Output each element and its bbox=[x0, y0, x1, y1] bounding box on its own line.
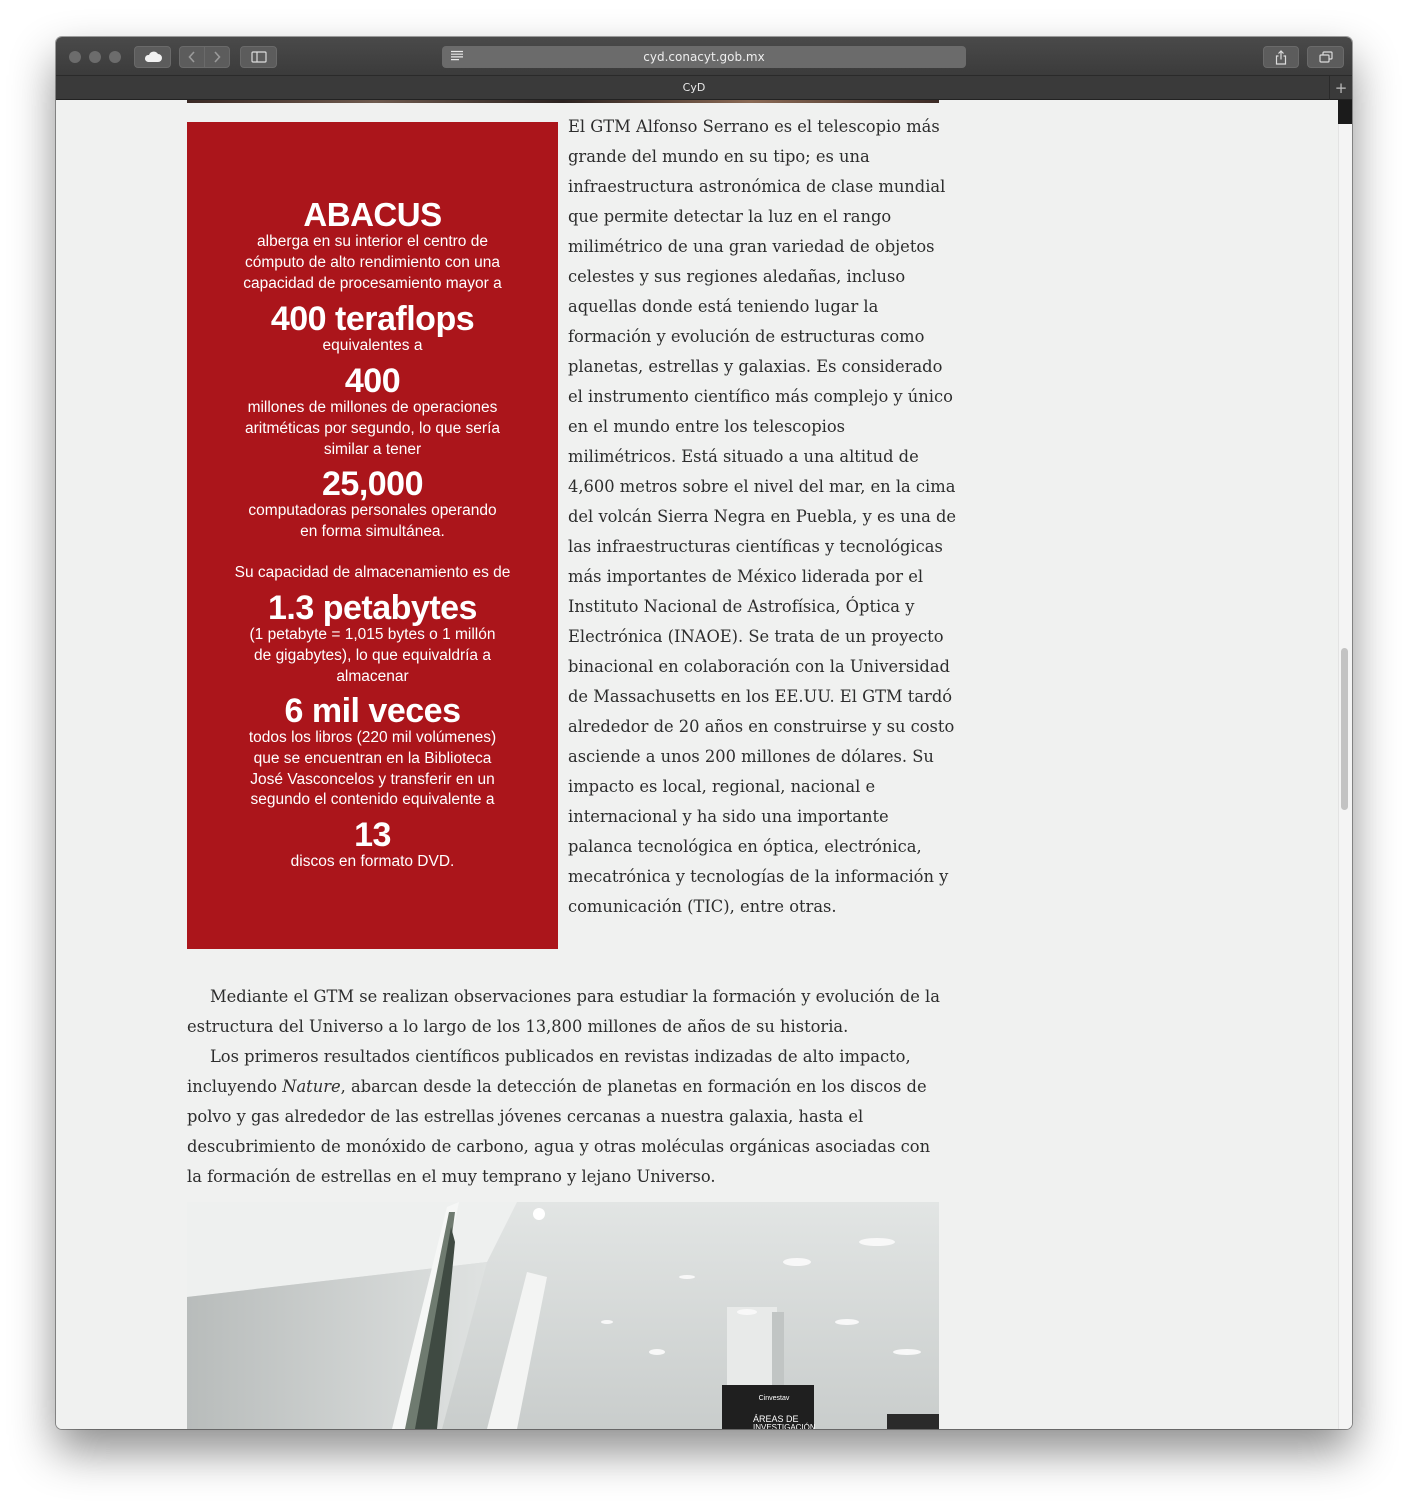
stat-petabytes: 1.3 petabytes bbox=[268, 589, 477, 627]
stat-25000: 25,000 bbox=[322, 465, 423, 503]
stat-400: 400 bbox=[344, 362, 401, 400]
paragraph-3-end: , abarcan desde la detección de planetas en formación en los discos de polvo y gas alrededor de las estrellas jóvenes cercanas a nuestra galaxia, hasta el descubrimiento de monóxido de carbono, agua y otras moléculas orgánicas asociadas con la formación de estrellas en el muy temprano y lejano Universo. bbox=[187, 1077, 931, 1186]
sign-text-1: ÁREAS DE bbox=[753, 1414, 799, 1424]
top-image-edge bbox=[187, 100, 939, 103]
infographic-text-5: Su capacidad de almacenamiento es de bbox=[234, 564, 511, 581]
abacus-infographic bbox=[187, 122, 558, 949]
icloud-tabs-button[interactable] bbox=[134, 46, 171, 68]
url-text: cyd.conacyt.gob.mx bbox=[643, 50, 765, 64]
minimize-window-button[interactable] bbox=[89, 51, 101, 63]
sidebar-button[interactable] bbox=[240, 46, 277, 68]
infographic-text-2: equivalentes a bbox=[322, 337, 423, 354]
close-window-button[interactable] bbox=[69, 51, 81, 63]
cloud-icon bbox=[143, 51, 163, 63]
chevron-right-icon bbox=[213, 51, 221, 63]
sidebar-icon bbox=[251, 51, 267, 63]
infographic-title: ABACUS bbox=[303, 196, 442, 233]
tabs-icon bbox=[1319, 51, 1333, 63]
browser-window bbox=[56, 37, 1352, 1429]
infographic-text-7: todos los libros (220 mil volúmenes) que se encuentran en la Biblioteca José Vasconcelos y transferir en un segundo el contenido equivalente a bbox=[248, 729, 497, 809]
back-button[interactable] bbox=[179, 46, 205, 68]
paragraph-3-start: Los primeros resultados científicos publicados en revistas indizadas de alto impacto, incluyendo bbox=[187, 1047, 911, 1096]
infographic-text-8: discos en formato DVD. bbox=[290, 853, 455, 870]
toolbar bbox=[56, 37, 1352, 75]
infographic-text-6: (1 petabyte = 1,015 bytes o 1 millón de gigabytes), lo que equivaldría a almacenar bbox=[249, 626, 496, 685]
tab-bar bbox=[56, 75, 1352, 100]
zoom-window-button[interactable] bbox=[109, 51, 121, 63]
article-paragraph-3 bbox=[187, 1042, 947, 1192]
sign-text-2: INVESTIGACIÓN bbox=[753, 1423, 816, 1429]
infographic-text-3: millones de millones de operaciones aritméticas por segundo, lo que sería similar a tener bbox=[244, 399, 501, 458]
page-content bbox=[56, 100, 1352, 1429]
tab-cyd[interactable]: CyD bbox=[682, 81, 706, 94]
photo-illustration bbox=[187, 1202, 939, 1429]
cinvestav-interior-photo bbox=[187, 1202, 939, 1429]
new-tab-button[interactable]: + bbox=[1329, 76, 1352, 100]
tabs-overview-button[interactable] bbox=[1307, 46, 1344, 68]
stat-6-mil-veces: 6 mil veces bbox=[284, 692, 461, 730]
scrollbar-top-region bbox=[1338, 100, 1352, 124]
nature-journal-name: Nature bbox=[282, 1077, 341, 1096]
share-icon bbox=[1275, 50, 1287, 65]
reader-view-icon[interactable] bbox=[450, 50, 464, 64]
address-bar[interactable] bbox=[442, 46, 966, 68]
article-paragraph-2: Mediante el GTM se realizan observaciones para estudiar la formación y evolución de la estructura del Universo a lo largo de los 13,800 millones de años de su historia. bbox=[187, 987, 940, 1036]
chevron-left-icon bbox=[188, 51, 196, 63]
sign-brand: Cinvestav bbox=[758, 1395, 790, 1402]
article-paragraph-1: El GTM Alfonso Serrano es el telescopio más grande del mundo en su tipo; es una infraestructura astronómica de clase mundial que permite detectar la luz en el rango milimétrico de una gran variedad de objetos celestes y sus regiones aledañas, incluso aquellas donde está teniendo lugar la formación y evolución de estructuras como planetas, estrellas y galaxias. Es considerado el instrumento científico más complejo y único en el mundo entre los telescopios milimétricos. Está situado a una altitud de 4,600 metros sobre el nivel del mar, en la cima del volcán Sierra Negra en Puebla, y es una de las infraestructuras científicas y tecnológicas más importantes de México liderada por el Instituto Nacional de Astrofísica, Óptica y Electrónica (INAOE). Se trata de un proyecto binacional en colaboración con la Universidad de Massachusetts en los EE.UU. El GTM tardó alrededor de 20 años en construirse y su costo asciende a unos 200 millones de dólares. Su impacto es local, regional, nacional e internacional y ha sido una importante palanca tecnológica en óptica, electrónica, mecatrónica y tecnologías de la información y comunicación (TIC), entre otras. bbox=[568, 117, 957, 916]
infographic-text-4: computadoras personales operando en forma simultánea. bbox=[248, 502, 497, 540]
stat-13: 13 bbox=[354, 816, 391, 854]
share-button[interactable] bbox=[1263, 46, 1299, 68]
infographic-text-1: alberga en su interior el centro de cómputo de alto rendimiento con una capacidad de procesamiento mayor a bbox=[243, 233, 502, 292]
forward-button[interactable] bbox=[204, 46, 230, 68]
stat-teraflops: 400 teraflops bbox=[270, 300, 475, 338]
scrollbar-thumb[interactable] bbox=[1341, 648, 1348, 810]
